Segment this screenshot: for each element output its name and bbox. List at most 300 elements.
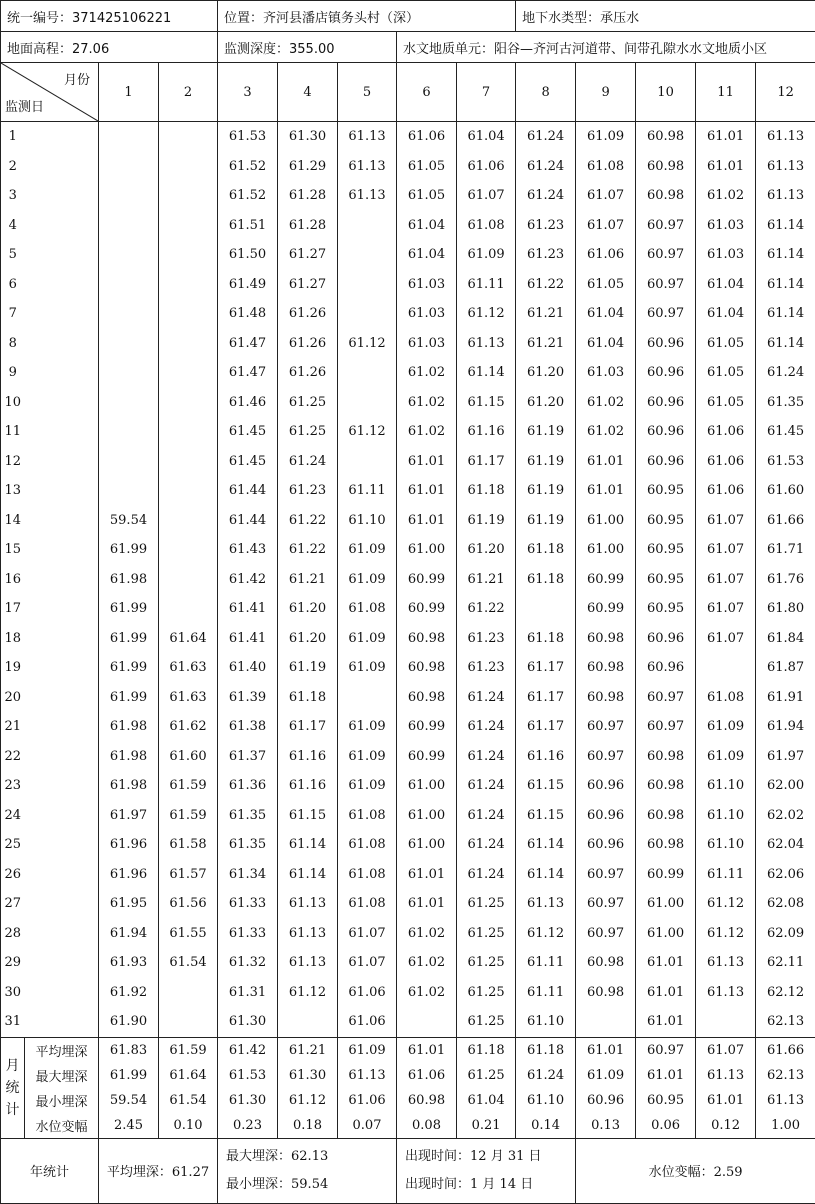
table-cell — [159, 299, 218, 329]
table-cell: 61.14 — [756, 299, 815, 329]
table-cell: 61.03 — [696, 240, 756, 270]
table-cell: 61.12 — [457, 299, 516, 329]
table-cell: 61.26 — [278, 299, 338, 329]
day-spacer — [25, 919, 99, 949]
stat-cell: 1.00 — [756, 1113, 815, 1139]
table-cell: 60.95 — [636, 594, 696, 624]
table-cell: 61.07 — [696, 594, 756, 624]
table-cell: 61.21 — [516, 329, 576, 359]
stat-cell: 61.66 — [756, 1037, 815, 1063]
table-cell: 61.03 — [576, 358, 636, 388]
stat-cell: 61.13 — [696, 1063, 756, 1088]
day-number: 14 — [1, 506, 25, 536]
table-cell: 61.01 — [576, 447, 636, 477]
table-cell: 61.84 — [756, 624, 815, 654]
table-cell: 60.99 — [576, 594, 636, 624]
table-cell: 61.45 — [218, 417, 278, 447]
day-number: 29 — [1, 948, 25, 978]
annual-label-cell — [1, 1138, 99, 1203]
table-cell: 60.96 — [636, 624, 696, 654]
table-cell: 61.11 — [516, 978, 576, 1008]
table-row — [1, 860, 815, 890]
table-cell: 61.09 — [338, 742, 397, 772]
table-cell: 61.99 — [99, 683, 159, 713]
table-cell — [159, 594, 218, 624]
table-cell — [338, 447, 397, 477]
table-cell: 61.02 — [397, 948, 457, 978]
table-cell: 61.13 — [756, 152, 815, 182]
day-spacer — [25, 506, 99, 536]
table-cell: 61.00 — [397, 801, 457, 831]
table-cell: 61.18 — [516, 565, 576, 595]
table-cell: 61.33 — [218, 889, 278, 919]
day-number: 31 — [1, 1007, 25, 1037]
table-cell: 61.31 — [218, 978, 278, 1008]
stat-cell: 61.53 — [218, 1063, 278, 1088]
table-cell: 60.95 — [636, 535, 696, 565]
day-spacer — [25, 535, 99, 565]
day-number: 18 — [1, 624, 25, 654]
stat-cell: 61.01 — [576, 1037, 636, 1063]
stat-cell: 61.13 — [338, 1063, 397, 1088]
table-cell — [278, 1007, 338, 1037]
table-cell — [159, 358, 218, 388]
table-cell: 61.96 — [99, 830, 159, 860]
day-spacer — [25, 565, 99, 595]
table-cell: 61.06 — [576, 240, 636, 270]
stat-cell: 59.54 — [99, 1088, 159, 1113]
table-cell — [99, 270, 159, 300]
table-cell: 60.96 — [636, 358, 696, 388]
table-cell: 61.17 — [516, 683, 576, 713]
table-cell: 61.01 — [397, 889, 457, 919]
table-cell: 61.94 — [99, 919, 159, 949]
table-cell: 61.06 — [696, 417, 756, 447]
month-header: 1 — [99, 63, 159, 122]
table-row — [1, 358, 815, 388]
stat-cell: 0.21 — [457, 1113, 516, 1139]
annual-max: 最大埋深：62.13 — [226, 1143, 328, 1171]
table-cell: 61.14 — [756, 329, 815, 359]
table-cell: 61.34 — [218, 860, 278, 890]
table-cell: 61.04 — [576, 329, 636, 359]
table-cell: 61.04 — [457, 122, 516, 152]
table-cell: 61.05 — [696, 329, 756, 359]
day-spacer — [25, 211, 99, 241]
table-cell: 61.01 — [696, 152, 756, 182]
stat-cell: 0.07 — [338, 1113, 397, 1139]
month-header: 10 — [636, 63, 696, 122]
table-row — [1, 1007, 815, 1037]
table-cell: 61.08 — [338, 830, 397, 860]
table-cell: 61.52 — [218, 181, 278, 211]
table-cell: 61.42 — [218, 565, 278, 595]
table-cell — [99, 329, 159, 359]
annual-average: 平均埋深：61.27 — [107, 1165, 209, 1180]
table-cell — [159, 122, 218, 152]
table-cell — [99, 211, 159, 241]
stat-cell: 61.06 — [338, 1088, 397, 1113]
table-cell: 61.02 — [397, 417, 457, 447]
stat-cell: 0.06 — [636, 1113, 696, 1139]
table-cell: 61.99 — [99, 594, 159, 624]
stat-row — [1, 1063, 815, 1088]
table-cell: 61.09 — [338, 771, 397, 801]
stat-cell: 61.30 — [278, 1063, 338, 1088]
table-cell — [338, 211, 397, 241]
annual-min-time: 出现时间：1 月 14 日 — [405, 1171, 533, 1199]
stat-cell: 0.23 — [218, 1113, 278, 1139]
table-cell — [159, 565, 218, 595]
table-cell: 60.96 — [576, 771, 636, 801]
table-cell — [159, 535, 218, 565]
table-cell: 61.04 — [576, 299, 636, 329]
hydrogeologic-unit: 水文地质单元：阳谷—齐河古河道带、间带孔隙水水文地质小区 — [397, 32, 815, 63]
table-cell — [99, 299, 159, 329]
table-cell: 61.02 — [696, 181, 756, 211]
stat-cell: 0.10 — [159, 1113, 218, 1139]
table-cell: 60.96 — [636, 388, 696, 418]
table-cell: 60.98 — [636, 742, 696, 772]
table-cell: 61.15 — [516, 771, 576, 801]
corner-cell — [1, 63, 99, 122]
table-cell: 60.98 — [576, 653, 636, 683]
table-cell: 61.13 — [756, 181, 815, 211]
stat-cell: 61.21 — [278, 1037, 338, 1063]
day-spacer — [25, 329, 99, 359]
table-cell: 60.99 — [636, 860, 696, 890]
table-cell: 60.98 — [397, 624, 457, 654]
table-cell: 61.43 — [218, 535, 278, 565]
table-cell: 61.00 — [636, 919, 696, 949]
table-cell — [99, 122, 159, 152]
table-cell: 61.25 — [457, 1007, 516, 1037]
table-cell: 61.12 — [278, 978, 338, 1008]
table-row — [1, 181, 815, 211]
day-spacer — [25, 653, 99, 683]
table-cell: 61.11 — [696, 860, 756, 890]
table-cell: 61.02 — [576, 417, 636, 447]
table-cell: 61.87 — [756, 653, 815, 683]
day-number: 11 — [1, 417, 25, 447]
table-cell: 61.25 — [278, 388, 338, 418]
table-row — [1, 978, 815, 1008]
day-number: 23 — [1, 771, 25, 801]
stat-name: 最大埋深 — [25, 1063, 99, 1088]
month-header: 8 — [516, 63, 576, 122]
table-cell: 59.54 — [99, 506, 159, 536]
day-number: 3 — [1, 181, 25, 211]
day-spacer — [25, 683, 99, 713]
table-cell: 61.46 — [218, 388, 278, 418]
table-cell: 61.99 — [99, 653, 159, 683]
table-cell: 61.40 — [218, 653, 278, 683]
table-row — [1, 594, 815, 624]
table-cell — [159, 506, 218, 536]
table-cell: 61.09 — [338, 565, 397, 595]
table-cell: 60.97 — [636, 683, 696, 713]
table-row — [1, 299, 815, 329]
table-cell: 61.13 — [756, 122, 815, 152]
table-cell: 61.00 — [397, 771, 457, 801]
table-cell: 61.25 — [457, 889, 516, 919]
stat-name: 平均埋深 — [25, 1037, 99, 1063]
stat-cell: 60.96 — [576, 1088, 636, 1113]
table-cell — [159, 211, 218, 241]
day-number: 12 — [1, 447, 25, 477]
table-cell: 61.37 — [218, 742, 278, 772]
table-cell: 61.20 — [278, 624, 338, 654]
stat-name: 最小埋深 — [25, 1088, 99, 1113]
month-header: 3 — [218, 63, 278, 122]
table-cell: 60.98 — [636, 181, 696, 211]
table-cell: 61.28 — [278, 181, 338, 211]
table-cell: 61.36 — [218, 771, 278, 801]
table-cell — [159, 329, 218, 359]
table-cell: 61.64 — [159, 624, 218, 654]
table-cell: 61.08 — [338, 801, 397, 831]
table-cell: 61.63 — [159, 683, 218, 713]
stat-cell: 61.10 — [516, 1088, 576, 1113]
table-cell: 61.13 — [338, 152, 397, 182]
table-cell — [159, 447, 218, 477]
stat-cell: 0.18 — [278, 1113, 338, 1139]
table-cell: 61.26 — [278, 358, 338, 388]
table-cell: 61.45 — [218, 447, 278, 477]
table-cell: 60.99 — [397, 594, 457, 624]
table-row — [1, 329, 815, 359]
table-cell: 61.25 — [457, 948, 516, 978]
table-cell: 60.99 — [576, 565, 636, 595]
table-cell: 61.05 — [397, 152, 457, 182]
day-number: 7 — [1, 299, 25, 329]
table-cell: 61.08 — [696, 683, 756, 713]
annual-label: 年统计 — [30, 1165, 69, 1180]
table-cell: 61.24 — [457, 683, 516, 713]
stat-cell: 60.97 — [636, 1037, 696, 1063]
table-cell: 61.10 — [516, 1007, 576, 1037]
day-spacer — [25, 417, 99, 447]
table-cell: 61.21 — [457, 565, 516, 595]
table-cell — [397, 1007, 457, 1037]
table-cell: 61.12 — [338, 417, 397, 447]
table-cell: 61.24 — [516, 152, 576, 182]
day-spacer — [25, 948, 99, 978]
table-cell: 62.11 — [756, 948, 815, 978]
table-row — [1, 211, 815, 241]
stat-cell: 61.01 — [696, 1088, 756, 1113]
table-cell: 61.06 — [338, 1007, 397, 1037]
table-cell: 60.97 — [636, 299, 696, 329]
table-cell: 62.04 — [756, 830, 815, 860]
table-cell — [99, 388, 159, 418]
stat-cell: 0.08 — [397, 1113, 457, 1139]
table-cell: 61.23 — [457, 624, 516, 654]
table-cell: 61.14 — [756, 270, 815, 300]
table-cell: 61.22 — [278, 535, 338, 565]
table-cell: 61.20 — [278, 594, 338, 624]
table-cell: 61.05 — [696, 388, 756, 418]
table-cell: 60.98 — [576, 624, 636, 654]
stat-cell: 60.95 — [636, 1088, 696, 1113]
table-cell — [99, 152, 159, 182]
table-cell: 61.07 — [338, 948, 397, 978]
table-cell: 61.09 — [696, 742, 756, 772]
header-row-2 — [1, 32, 815, 63]
day-number: 2 — [1, 152, 25, 182]
table-cell: 61.23 — [278, 476, 338, 506]
table-cell: 61.06 — [696, 476, 756, 506]
table-cell: 61.07 — [338, 919, 397, 949]
header-row-1 — [1, 1, 815, 32]
day-number: 1 — [1, 122, 25, 152]
stat-cell: 61.13 — [756, 1088, 815, 1113]
day-spacer — [25, 152, 99, 182]
table-cell: 61.24 — [457, 712, 516, 742]
table-cell — [338, 388, 397, 418]
table-row — [1, 476, 815, 506]
table-cell: 61.01 — [576, 476, 636, 506]
table-cell: 61.30 — [218, 1007, 278, 1037]
table-cell: 61.22 — [457, 594, 516, 624]
table-cell: 60.98 — [397, 683, 457, 713]
annual-min: 最小埋深：59.54 — [226, 1171, 328, 1199]
table-cell: 61.48 — [218, 299, 278, 329]
corner-day-label: 监测日 — [5, 96, 44, 115]
table-cell: 61.23 — [516, 211, 576, 241]
table-cell: 61.18 — [516, 624, 576, 654]
table-cell: 61.14 — [516, 830, 576, 860]
stat-row — [1, 1113, 815, 1139]
day-number: 25 — [1, 830, 25, 860]
day-spacer — [25, 801, 99, 831]
table-cell: 60.98 — [397, 653, 457, 683]
day-number: 20 — [1, 683, 25, 713]
table-cell: 61.51 — [218, 211, 278, 241]
table-cell: 61.09 — [576, 122, 636, 152]
table-cell: 61.54 — [159, 948, 218, 978]
table-cell: 61.06 — [338, 978, 397, 1008]
table-cell: 61.24 — [457, 830, 516, 860]
stat-cell: 0.13 — [576, 1113, 636, 1139]
table-cell: 60.96 — [636, 417, 696, 447]
month-header: 5 — [338, 63, 397, 122]
table-cell: 61.49 — [218, 270, 278, 300]
table-cell: 61.57 — [159, 860, 218, 890]
table-cell: 61.21 — [516, 299, 576, 329]
table-cell: 61.09 — [338, 535, 397, 565]
table-cell: 61.94 — [756, 712, 815, 742]
station-location: 位置：齐河县潘店镇务头村（深） — [218, 1, 516, 32]
day-spacer — [25, 771, 99, 801]
annual-range: 水位变幅：2.59 — [649, 1165, 743, 1180]
day-number: 22 — [1, 742, 25, 772]
table-cell: 61.00 — [636, 889, 696, 919]
day-spacer — [25, 830, 99, 860]
table-row — [1, 152, 815, 182]
table-cell: 62.08 — [756, 889, 815, 919]
table-cell: 61.20 — [457, 535, 516, 565]
table-cell: 61.17 — [516, 653, 576, 683]
table-cell: 61.08 — [338, 860, 397, 890]
day-spacer — [25, 240, 99, 270]
table-cell: 61.19 — [516, 476, 576, 506]
table-cell: 61.25 — [278, 417, 338, 447]
table-cell: 61.14 — [457, 358, 516, 388]
table-cell — [159, 476, 218, 506]
stat-cell: 61.09 — [576, 1063, 636, 1088]
table-cell: 61.60 — [159, 742, 218, 772]
table-cell: 60.99 — [397, 565, 457, 595]
table-cell: 61.19 — [516, 506, 576, 536]
table-cell: 61.97 — [99, 801, 159, 831]
table-cell: 61.24 — [457, 771, 516, 801]
table-cell: 61.50 — [218, 240, 278, 270]
table-row — [1, 683, 815, 713]
stat-cell: 61.12 — [278, 1088, 338, 1113]
table-cell: 61.47 — [218, 329, 278, 359]
annual-max-time: 出现时间：12 月 31 日 — [405, 1143, 541, 1171]
table-cell — [99, 240, 159, 270]
table-cell: 60.97 — [576, 889, 636, 919]
monthly-stats-text: 月统计 — [6, 1055, 20, 1121]
table-cell: 61.04 — [397, 211, 457, 241]
table-cell: 61.21 — [278, 565, 338, 595]
table-cell: 61.16 — [457, 417, 516, 447]
stat-cell: 61.30 — [218, 1088, 278, 1113]
day-spacer — [25, 712, 99, 742]
table-cell: 61.27 — [278, 240, 338, 270]
table-cell: 61.59 — [159, 771, 218, 801]
table-cell: 61.01 — [397, 506, 457, 536]
stat-cell: 61.18 — [457, 1037, 516, 1063]
table-cell: 61.12 — [516, 919, 576, 949]
table-row — [1, 889, 815, 919]
table-cell: 60.96 — [636, 653, 696, 683]
table-cell: 61.17 — [278, 712, 338, 742]
table-cell: 61.27 — [278, 270, 338, 300]
table-row — [1, 447, 815, 477]
table-cell: 62.06 — [756, 860, 815, 890]
table-cell: 61.96 — [99, 860, 159, 890]
table-cell — [159, 978, 218, 1008]
table-cell: 60.98 — [636, 152, 696, 182]
day-number: 28 — [1, 919, 25, 949]
table-cell: 61.13 — [278, 919, 338, 949]
table-cell: 61.05 — [576, 270, 636, 300]
table-row — [1, 535, 815, 565]
table-cell: 61.01 — [636, 948, 696, 978]
table-row — [1, 771, 815, 801]
table-cell: 61.13 — [338, 122, 397, 152]
day-number: 15 — [1, 535, 25, 565]
table-cell: 61.03 — [696, 211, 756, 241]
stat-cell: 61.42 — [218, 1037, 278, 1063]
day-number: 5 — [1, 240, 25, 270]
table-cell: 61.02 — [576, 388, 636, 418]
table-cell: 61.10 — [696, 830, 756, 860]
table-cell: 61.97 — [756, 742, 815, 772]
table-cell: 61.08 — [576, 152, 636, 182]
stat-row — [1, 1037, 815, 1063]
table-cell: 61.24 — [457, 801, 516, 831]
table-cell: 61.03 — [397, 329, 457, 359]
table-cell: 61.63 — [159, 653, 218, 683]
day-spacer — [25, 978, 99, 1008]
table-cell: 61.16 — [278, 742, 338, 772]
table-cell: 61.56 — [159, 889, 218, 919]
day-spacer — [25, 270, 99, 300]
